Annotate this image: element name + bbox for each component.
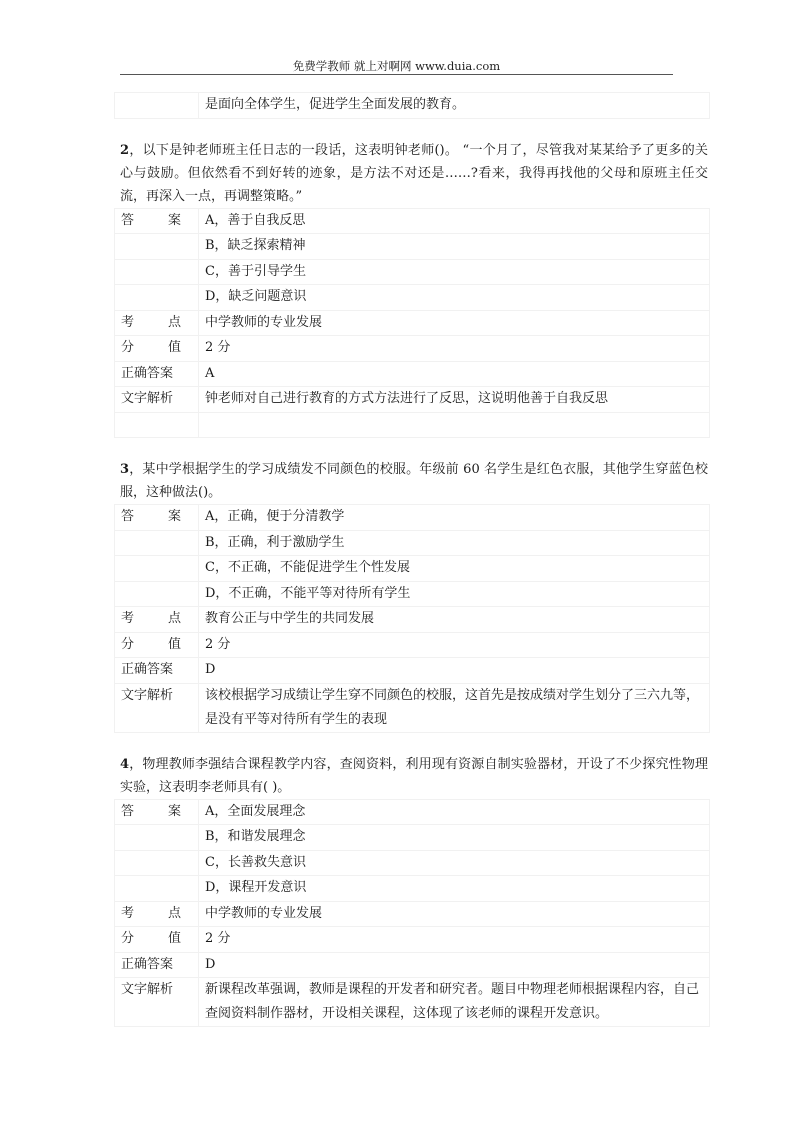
- analysis-continuation: 是面向全体学生，促进学生全面发展的教育。: [199, 93, 710, 119]
- score-label: 分 值: [115, 336, 199, 362]
- option-c: C，不正确，不能促进学生个性发展: [199, 556, 710, 582]
- question-detail-table: [114, 504, 710, 733]
- topic-label: 考 点: [115, 901, 199, 927]
- answer-label: 答 案: [115, 799, 199, 825]
- analysis-label: 文字解析: [115, 683, 199, 732]
- answer-row: [115, 208, 710, 234]
- question-block-4: [114, 753, 710, 1028]
- previous-analysis-fragment: [114, 92, 710, 119]
- option-d: D，缺乏问题意识: [199, 285, 710, 311]
- topic-label: 考 点: [115, 310, 199, 336]
- question-number: 4: [120, 756, 130, 772]
- analysis-value: 该校根据学习成绩让学生穿不同颜色的校服，这首先是按成绩对学生划分了三六九等，是没有平等对待所有学生的表现: [199, 683, 710, 732]
- option-c: C，长善救失意识: [199, 850, 710, 876]
- correct-answer-row: [115, 658, 710, 684]
- question-block-2: [114, 139, 710, 439]
- answer-row: [115, 505, 710, 531]
- page-header: 免费学教师 就上对啊网 www.duia.com: [292, 59, 501, 73]
- question-stem: 2，以下是钟老师班主任日志的一段话，这表明钟老师()。 “一个月了，尽管我对某某给予了更多的关心与鼓励。但依然看不到好转的迹象，是方法不对还是……?看来，我得再找他的父母和原班主任交流，再深入一点，再调整策略。”: [120, 142, 708, 204]
- question-text: 物理教师李强结合课程教学内容，查阅资料，利用现有资源自制实验器材，开设了不少探究性物理实验，这表明李老师具有( )。: [120, 756, 708, 795]
- topic-label: 考 点: [115, 607, 199, 633]
- answer-label: 答 案: [115, 505, 199, 531]
- score-value: 2 分: [199, 927, 710, 953]
- option-b: B，缺乏探索精神: [199, 234, 710, 260]
- correct-answer-value: D: [199, 952, 710, 978]
- score-value: 2 分: [199, 632, 710, 658]
- score-value: 2 分: [199, 336, 710, 362]
- score-label: 分 值: [115, 632, 199, 658]
- analysis-label: 文字解析: [115, 387, 199, 413]
- score-row: [115, 927, 710, 953]
- analysis-label: 文字解析: [115, 978, 199, 1027]
- score-row: [115, 336, 710, 362]
- topic-value: 教育公正与中学生的共同发展: [199, 607, 710, 633]
- topic-value: 中学教师的专业发展: [199, 901, 710, 927]
- score-label: 分 值: [115, 927, 199, 953]
- question-text: 某中学根据学生的学习成绩发不同颜色的校服。年级前 60 名学生是红色衣服，其他学生穿蓝色校服，这种做法()。: [120, 462, 708, 500]
- analysis-row: [115, 978, 710, 1027]
- option-c: C，善于引导学生: [199, 259, 710, 285]
- header-divider: [120, 74, 673, 75]
- document-body: [114, 92, 710, 1027]
- option-a: A，正确，便于分清教学: [199, 505, 710, 531]
- correct-answer-value: D: [199, 658, 710, 684]
- correct-answer-row: [115, 952, 710, 978]
- topic-row: [115, 310, 710, 336]
- question-stem: 4，物理教师李强结合课程教学内容，查阅资料，利用现有资源自制实验器材，开设了不少探究性物理实验，这表明李老师具有( )。: [120, 756, 708, 795]
- option-d: D，不正确，不能平等对待所有学生: [199, 581, 710, 607]
- option-a: A，全面发展理念: [199, 799, 710, 825]
- question-text: 以下是钟老师班主任日志的一段话，这表明钟老师()。 “一个月了，尽管我对某某给予了更多的关心与鼓励。但依然看不到好转的迹象，是方法不对还是……?看来，我得再找他的父母和原班主任交流，再深入一点，再调整策略。”: [120, 142, 708, 204]
- question-detail-table: [114, 208, 710, 439]
- correct-answer-label: 正确答案: [115, 658, 199, 684]
- option-a: A，善于自我反思: [199, 208, 710, 234]
- analysis-row: [115, 683, 710, 732]
- correct-answer-row: [115, 361, 710, 387]
- option-d: D，课程开发意识: [199, 876, 710, 902]
- question-number: 2: [120, 142, 130, 158]
- question-block-3: [114, 458, 710, 733]
- topic-row: [115, 607, 710, 633]
- score-row: [115, 632, 710, 658]
- topic-row: [115, 901, 710, 927]
- topic-value: 中学教师的专业发展: [199, 310, 710, 336]
- question-detail-table: [114, 799, 710, 1028]
- question-number: 3: [120, 462, 130, 477]
- option-b: B，正确，利于激励学生: [199, 530, 710, 556]
- correct-answer-value: A: [199, 361, 710, 387]
- empty-label-cell: [115, 93, 199, 119]
- answer-label: 答 案: [115, 208, 199, 234]
- analysis-value: 钟老师对自己进行教育的方式方法进行了反思，这说明他善于自我反思: [199, 387, 710, 413]
- question-stem: 3，某中学根据学生的学习成绩发不同颜色的校服。年级前 60 名学生是红色衣服，其他学生穿蓝色校服，这种做法()。: [120, 462, 708, 500]
- option-b: B，和谐发展理念: [199, 825, 710, 851]
- analysis-row: [115, 387, 710, 413]
- answer-row: [115, 799, 710, 825]
- analysis-value: 新课程改革强调，教师是课程的开发者和研究者。题目中物理老师根据课程内容，自己查阅资料制作器材，开设相关课程，这体现了该老师的课程开发意识。: [199, 978, 710, 1027]
- correct-answer-label: 正确答案: [115, 361, 199, 387]
- correct-answer-label: 正确答案: [115, 952, 199, 978]
